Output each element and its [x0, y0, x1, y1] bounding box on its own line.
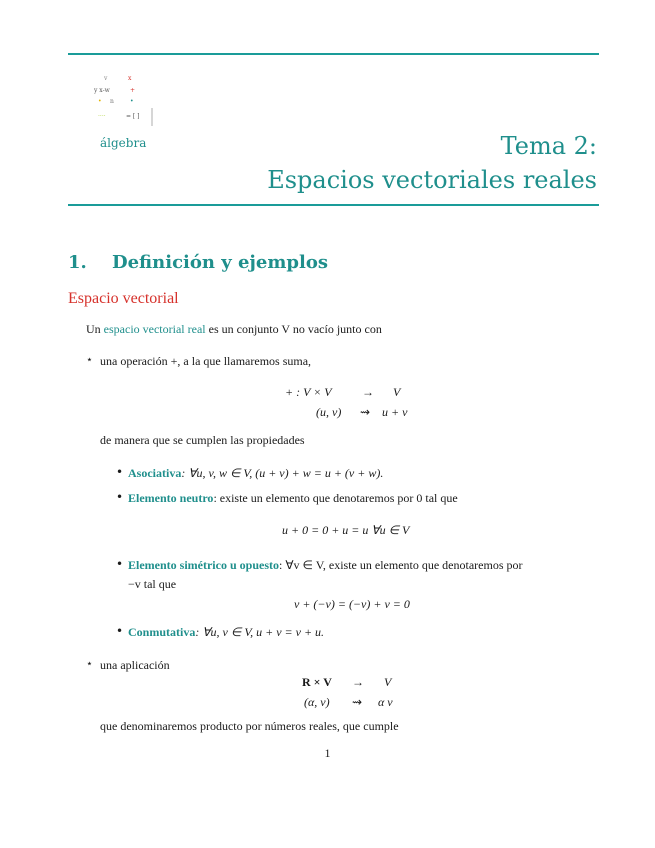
item1-after: de manera que se cumplen las propiedades: [100, 433, 305, 447]
product-map-row1-arrow: →: [352, 675, 364, 689]
subsection-title: Espacio vectorial: [68, 290, 179, 307]
svg-text:+: +: [130, 87, 136, 94]
product-map-row1-right: V: [384, 675, 392, 689]
section-title: Definición y ejemplos: [112, 252, 328, 273]
intro-term: espacio vectorial real: [103, 322, 206, 336]
item1-text: una operación +, a la que llamaremos suma,: [100, 354, 312, 368]
svg-text:····: ····: [98, 113, 106, 120]
neutral-formula: u + 0 = 0 + u = u ∀u ∈ V: [282, 523, 410, 537]
sum-map-row2-right: u + v: [382, 405, 408, 419]
product-map-row1-left: R × V: [302, 675, 332, 689]
property-neutro: [128, 490, 458, 506]
sum-map-row1-left: + : V × V: [285, 385, 332, 399]
opposite-formula: v + (−v) = (−v) + v = 0: [294, 597, 410, 611]
chapter-number: Tema 2:: [500, 132, 597, 160]
property-text: : ∀u, v, w ∈ V, (u + v) + w = u + (v + w).: [181, 466, 384, 480]
property-asociativa: [128, 465, 383, 481]
product-map-row2-right: α v: [378, 695, 393, 709]
property-bullet: •: [116, 557, 124, 571]
property-text: : ∀v ∈ V, existe un elemento que denotaremos por: [278, 558, 523, 572]
svg-text:= [ ]: = [ ]: [126, 113, 140, 120]
sum-map-row2-arrow: ⇝: [360, 405, 371, 419]
property-name: Asociativa: [128, 466, 182, 480]
top-rule: [68, 53, 599, 55]
item-bullet: ⋆: [86, 353, 93, 366]
svg-text:v: v: [104, 75, 108, 82]
property-text: : ∀u, v ∈ V, u + v = v + u.: [195, 625, 325, 639]
svg-text:x: x: [128, 75, 132, 82]
sum-map-row1-arrow: →: [362, 385, 374, 399]
section-number: 1.: [68, 252, 87, 273]
svg-text:y x-w: y x-w: [94, 87, 110, 94]
svg-text:•: •: [98, 98, 102, 105]
property-name: Elemento neutro: [128, 491, 214, 505]
property-opuesto-line2: −v tal que: [128, 577, 177, 591]
property-opuesto: [128, 557, 523, 573]
product-map-row2-arrow: ⇝: [352, 695, 363, 709]
sum-map-row1-right: V: [393, 385, 401, 399]
svg-text:n: n: [110, 98, 114, 105]
logo-label: álgebra: [100, 136, 147, 150]
item2-after: que denominaremos producto por números reales, que cumple: [100, 719, 399, 733]
property-name: Conmutativa: [128, 625, 196, 639]
sum-map-row2-left: (u, v): [316, 405, 342, 419]
svg-text:•: •: [130, 98, 134, 105]
property-name: Elemento simétrico u opuesto: [128, 558, 279, 572]
chapter-title: Espacios vectoriales reales: [267, 166, 597, 194]
property-conmutativa: [128, 624, 324, 640]
property-bullet: •: [116, 465, 124, 479]
property-bullet: •: [116, 490, 124, 504]
property-text: : existe un elemento que denotaremos por 0 tal que: [213, 491, 458, 505]
item-bullet: ⋆: [86, 657, 93, 670]
property-bullet: •: [116, 624, 124, 638]
intro-after: es un conjunto V no vacío junto con: [205, 322, 382, 336]
item2-text: una aplicación: [100, 658, 170, 672]
product-map-row2-left: (α, v): [304, 695, 330, 709]
page-number: 1: [324, 746, 331, 760]
intro-before: Un: [86, 322, 104, 336]
intro-paragraph: [86, 321, 382, 337]
bottom-rule: [68, 204, 599, 206]
